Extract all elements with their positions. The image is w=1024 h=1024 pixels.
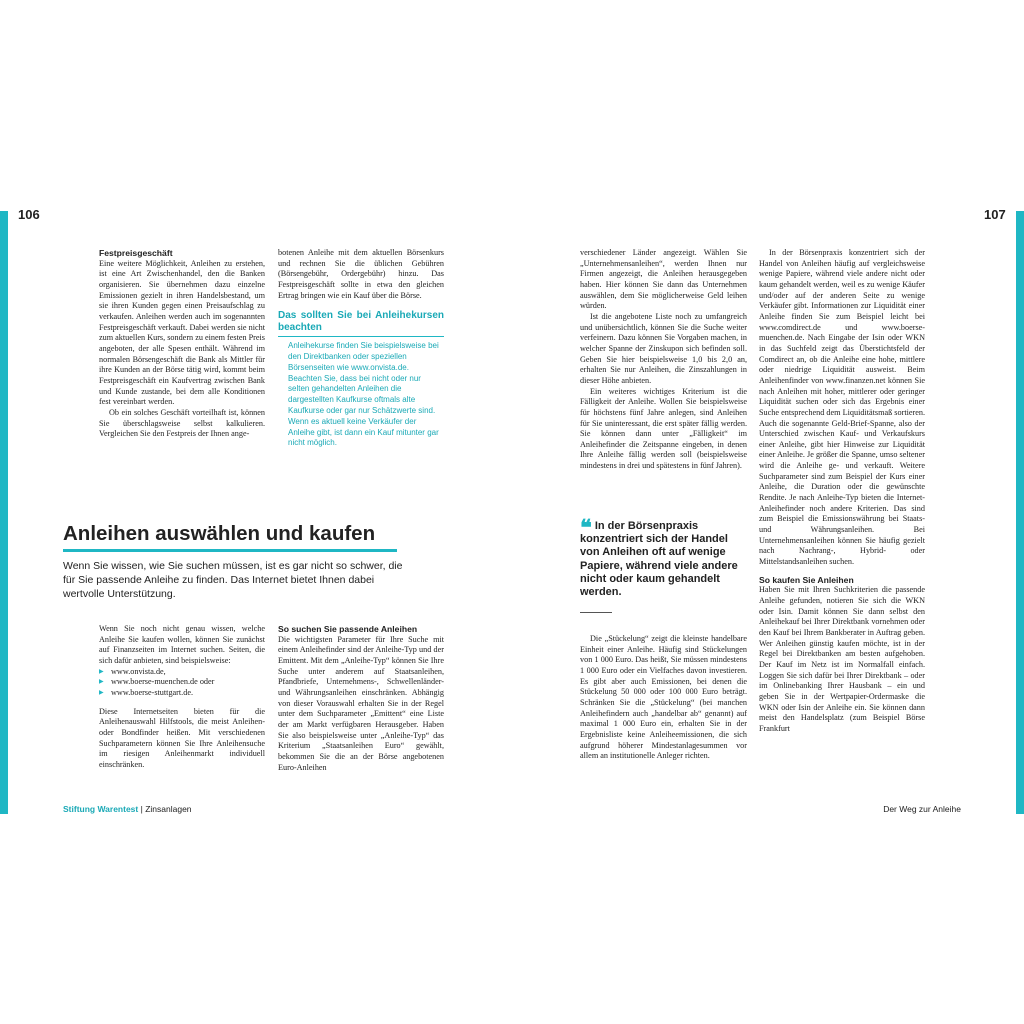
info-box-rule	[278, 336, 444, 337]
right-accent-bar	[1016, 211, 1024, 814]
section-title-rule	[63, 549, 397, 552]
info-box-text: Anleihekurse finden Sie beispielsweise bei den Direktbanken oder speziellen Börsenseiten wie www.onvista.de. Beachten Sie, dass bei nicht oder nur selten gehandelten Anleihen die dargestellten Kaufkurse oftmals alte Kaufkurse oder gar nur Schätzwerte sind. Wenn es aktuell keine Verkäufer der Anleihe gibt, ist dann ein Kauf mitunter gar nicht möglich.	[288, 341, 439, 448]
pull-quote-text: In der Börsenpraxis konzentriert sich der Handel von Anleihen oft auf wenige Papiere, während viele andere nicht oder kaum gehandelt werden.	[580, 520, 738, 599]
list-item: ▶ www.boerse-muenchen.de oder	[99, 677, 265, 688]
list-item: ▶ www.boerse-stuttgart.de.	[99, 688, 265, 699]
paragraph: verschiedener Länder angezeigt. Wählen Sie „Unternehmensanleihen“, werden Ihnen nur Firmen angezeigt, die Anleihen herausgegeben haben. Hier können Sie dann das Unternehmen auswählen, dem Sie möglicherweise Geld leihen würden.	[580, 248, 747, 311]
column-festpreis-cont	[278, 248, 444, 449]
column-liquiditaet	[759, 248, 925, 735]
quote-icon: ❝	[580, 515, 592, 540]
website-list	[99, 667, 265, 699]
paragraph: Haben Sie mit Ihren Suchkriterien die passende Anleihe gefunden, notieren Sie sich die WKN oder Isin. Damit können Sie dann selbst den Anleihekauf bei Ihrer Direktbank vornehmen oder den Kauf bei Ihrem Bankberater in Auftrag geben. Wer Anleihen günstig kaufen möchte, ist in der Regel bei Direktbanken am besten aufgehoben. Der Kauf im Netz ist im Normalfall einfach. Loggen Sie sich dafür bei Ihrer Direktbank – oder im Onlinebanking Ihrer Hausbank – ein und geben Sie in der Wertpapier-Ordermaske die WKN oder Isin der Anleihe ein. Sie können dann meist den Handelsplatz (zum Beispiel Börse Frankfurt	[759, 585, 925, 733]
paragraph: Ein weiteres wichtiges Kriterium ist die Fälligkeit der Anleihe. Wollen Sie beispielsweise für höchstens fünf Jahre anlegen, sind Anleihen für Sie uninteressant, die erst später fällig werden. Sie können dann unter „Fälligkeit“ im Anleihefinder die Zeitspanne eingeben, in denen Ihre Anleihe fällig werden soll (beispielsweise mindestens in drei und spätestens in fünf Jahren).	[580, 386, 747, 471]
paragraph: Diese Internetseiten bieten für die Anleihenauswahl Hilfstools, die meist Anleihen- oder Bondfinder heißen. Mit verschiedenen Suchparametern können Sie Ihre Anleihensuche im riesigen Anleihenmarkt individuell einschränken.	[99, 706, 265, 769]
paragraph: botenen Anleihe mit dem aktuellen Börsenkurs und rechnen Sie die üblichen Gebühren (Börsengebühr, Ordergebühr) hinzu. Das Festpreisgeschäft sollte in etwa den gleichen Ertrag bringen wie ein Kauf über die Börse.	[278, 248, 444, 300]
footer-section: Zinsanlagen	[145, 804, 192, 814]
paragraph: Ob ein solches Geschäft vorteilhaft ist, können Sie überschlagsweise selbst kalkulieren. Vergleichen Sie den Festpreis der Ihnen ange-	[99, 407, 265, 439]
footer-separator: |	[140, 804, 143, 814]
heading-so-suchen-sie: So suchen Sie passende Anleihen	[278, 624, 418, 634]
column-finanzseiten	[99, 624, 265, 771]
column-stueckelung	[580, 634, 747, 762]
paragraph: Die „Stückelung“ zeigt die kleinste handelbare Einheit einer Anleihe. Häufig sind Stückelungen von 1 000 Euro. Das heißt, Sie müssen mindestens 1 000 Euro oder ein Vielfaches davon investieren. Es gibt aber auch Emissionen, bei denen die Stückelung 50 000 oder 100 000 Euro beträgt. Schränken Sie die „Stückelung“ (bei manchen Anleihefindern auch „handelbar ab“ genannt) auf maximal 1 000 Euro ein, erhalten Sie in der Ergebnisliste keine Anleiheemissionen, die sich aufgrund höherer Mindestanlagesummen vor allem an institutionelle Anleger richten.	[580, 634, 747, 761]
lead-paragraph: Wenn Sie wissen, wie Sie suchen müssen, ist es gar nicht so schwer, die für Sie passende Anleihe zu finden. Das Internet bietet Ihnen dabei wertvolle Unterstützung.	[63, 560, 403, 601]
heading-festpreisgeschaeft: Festpreisgeschäft	[99, 248, 173, 258]
page-number-left: 106	[18, 207, 40, 222]
column-festpreis	[99, 248, 265, 440]
list-item: ▶ www.onvista.de,	[99, 667, 265, 678]
page-number-right: 107	[984, 207, 1006, 222]
left-accent-bar	[0, 211, 8, 814]
column-unternehmensanleihen	[580, 248, 747, 472]
footer-right: Der Weg zur Anleihe	[883, 804, 961, 814]
pull-quote-rule	[580, 612, 612, 613]
heading-so-kaufen-sie: So kaufen Sie Anleihen	[759, 574, 854, 585]
paragraph: Wenn Sie noch nicht genau wissen, welche Anleihe Sie kaufen wollen, können Sie zunächst auf Finanzseiten im Internet suchen. Seiten, die sich dafür anbieten, sind beispielsweise:	[99, 624, 265, 665]
info-box	[278, 310, 444, 449]
footer-left	[63, 804, 192, 814]
paragraph: Die wichtigsten Parameter für Ihre Suche mit einem Anleihefinder sind der Anleihe-Typ und der Emittent. Mit dem „Anleihe-Typ“ können Sie Ihre Suche unter anderem auf Staatsanleihen, Pfandbriefe, Unternehmens-, Schwellenländer- und Währungsanleihen einschränken. Abhängig von dieser Vorauswahl erhalten Sie in der Regel unter dem Suchparameter „Emittent“ eine Liste der am Markt verfügbaren Herausgeber. Haben Sie also beispielsweise unter „Anleihe-Typ“ das Kriterium „Staatsanleihen Euro“ gewählt, bekommen Sie die an der Börse angebotenen Euro-Anleihen	[278, 634, 444, 772]
pull-quote	[580, 515, 750, 599]
paragraph: In der Börsenpraxis konzentriert sich der Handel von Anleihen häufig auf vergleichsweise wenige Papiere, während viele andere nicht oder kaum gehandelt werden, weil es zu wenige Käufer und/oder auf der anderen Seite zu wenige Verkäufer gibt. Informationen zur Liquidität einer Anleihe finden Sie zum Beispiel leicht bei www.comdirect.de und www.boerse-muenchen.de. Nach Eingabe der Isin oder WKN in das Suchfeld zeigt das Überstichtsfeld der Comdirect an, ob die Anleihe eine hohe, mittlere oder niedrige Liquidität ausweist. Beim Anleihenfinder von www.finanzen.net können Sie nach Anleihen mit hoher, mittlerer oder geringer Liquidität suchen oder sich das Ergebnis einer Suche entsprechend dem Liquiditätsmaß sortieren. Auch die sogenannte Geld-Brief-Spanne, also der Unterschied zwischen Kauf- und Verkaufskurs einer Anleihe, gibt hier Hinweise zur Liquidität einer Anleihe. Je größer die Spanne, umso seltener wird die Anleihe ge- und verkauft. Weitere Suchparameter sind zum Beispiel der Kurs einer Anleihe, die Duration oder die gewünschte Rendite. Je nach Anleihe-Typ bieten die Internet-Anleihefinder noch andere Kriterien. Das sind zum Beispiel die Emissionswährung bei Staats- und Währungsanleihen. Bei Unternehmensanleihen können Sie häufig gezielt nach Nachrang-, Hybrid- oder Mittelstandsanleihen suchen.	[759, 248, 925, 567]
section-title: Anleihen auswählen und kaufen	[63, 522, 376, 545]
paragraph: Ist die angebotene Liste noch zu umfangreich und unübersichtlich, können Sie die Suche weiter verfeinern. Dazu können Sie Vorgaben machen, in welcher Spanne der Zinskupon sich befinden soll. Geben Sie hier beispielsweise 1,0 bis 2,0 an, erhalten Sie nur Anleihen, die Zinszahlungen in dieser Höhe anbieten.	[580, 311, 747, 385]
footer-brand: Stiftung Warentest	[63, 804, 139, 814]
info-box-heading: Das sollten Sie bei Anleihekursen beachten	[278, 310, 444, 334]
paragraph: Eine weitere Möglichkeit, Anleihen zu erstehen, ist eine Art Zwischenhandel, den die Banken organisieren. Sie übernehmen dazu einzelne Emissionen gezielt in ihren Handelsbestand, um sie ihren Kunden gegen einen Preisaufschlag zu verkaufen. Anleihen werden auch im sogenannten Festpreisgeschäft verkauft. Dabei werden sie nicht zum aktuellen Kurs, sondern zu einem festen Preis angeboten, der alle Spesen enthält. Während im normalen Börsengeschäft die Bank als Mittler für ihre Kunden an der Börse tätig wird, kommt beim Festpreisgeschäft ein Kaufvertrag zwischen Bank und Kunde zustande, bei dem alle Konditionen fest vereinbart werden.	[99, 258, 265, 407]
column-suchparameter	[278, 624, 444, 773]
